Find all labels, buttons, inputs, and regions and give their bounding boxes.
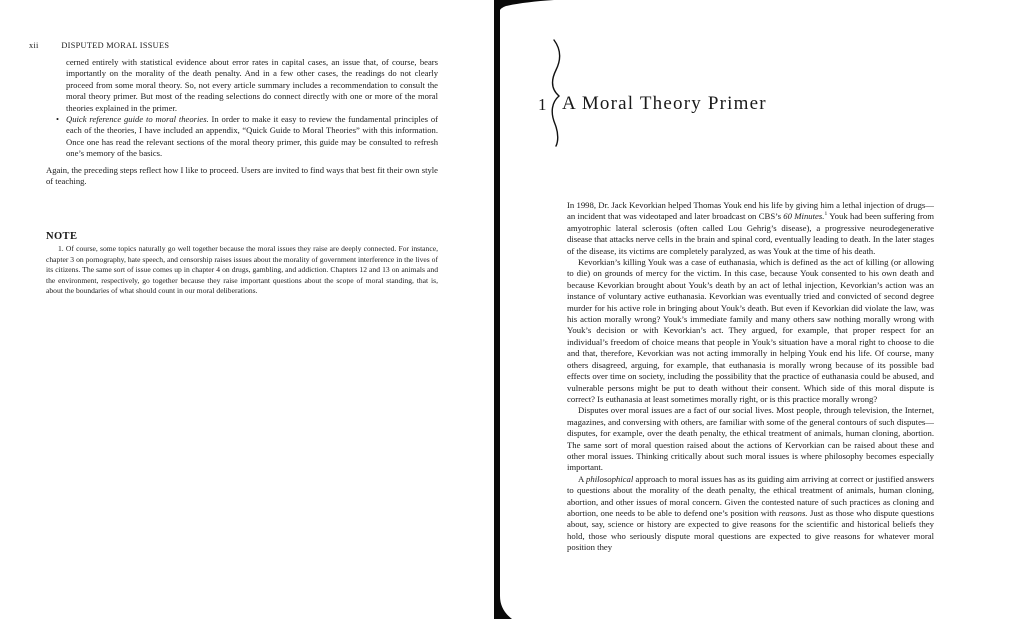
- paragraph-4: [567, 474, 934, 554]
- chapter-title: A Moral Theory Primer: [562, 93, 767, 114]
- running-head: [29, 41, 169, 50]
- note-heading: NOTE: [46, 231, 78, 242]
- paragraph-3: Disputes over moral issues are a fact of our social lives. Most people, through television, the Internet, magazines, and conversing with others, are familiar with some of the general contours of such disputes—disputes, for example, over the death penalty, the ethical treatment of animals, human cloning, abortion. The same sort of moral question raised about the actions of Kervorkian can be raised about these and other moral issues. Thinking critically about such moral issues is where philosophy becomes especially important.: [567, 405, 934, 473]
- left-body-text: [46, 57, 438, 187]
- right-body-text: [567, 200, 934, 554]
- paragraph-text: Just as those who dispute questions about, say, science or history are expected to give reasons for the scientific and historical beliefs they hold, those who seriously dispute moral questions are expected to give reasons for whatever moral position they: [567, 507, 934, 553]
- paragraph-text: Youk had been suffering from amyotrophic lateral sclerosis (often called Lou Gehrig’s disease), a progressive neurodegenerative disease that attacks nerve cells in the brain and spinal cord, eventually leading to death. In the later stages of the disease, its victims are completely paralyzed, as was Youk at the time of his death.: [567, 211, 934, 256]
- left-page: [0, 0, 494, 619]
- emphasis-reasons: reasons.: [778, 507, 808, 518]
- bullet-lead: Quick reference guide to moral theories.: [66, 114, 209, 125]
- footnote-reference[interactable]: 1: [824, 211, 828, 218]
- bullet-icon: •: [56, 114, 60, 125]
- program-title: 60 Minutes.: [783, 211, 825, 222]
- continued-paragraph: cerned entirely with statistical evidence about error rates in capital cases, an issue that, of course, bears importantly on the morality of the death penalty. And in a few other cases, the readings do not clearly proceed from some moral theory. So, not every article summary includes a recommendation to consult the moral theory primer. But most of the reading selections do connect directly with one or more of the moral theories explained in the primer.: [66, 57, 438, 113]
- bullet-item-quick-guide: [56, 114, 438, 160]
- paragraph-text: approach to moral issues has as its guiding aim arriving at correct or justified answers to questions about the morality of the death penalty, the ethical treatment of animals, human cloning, abortion, and other issues of moral concern. Given the contested nature of such practices as cloning and abortion, one needs to be able to defend one’s position with: [567, 473, 934, 518]
- chapter-number: 1: [538, 95, 547, 114]
- closing-paragraph: Again, the preceding steps reflect how I like to proceed. Users are invited to find ways that best fit their own style of teaching.: [46, 164, 438, 187]
- paragraph-2: Kevorkian’s killing Youk was a case of euthanasia, which is defined as the act of killing (or allowing to die) on grounds of mercy for the victim. In this case, because Youk consented to his own death and because Kevorkian brought about Youk’s death by an act of lethal injection, Kevorkian’s action was an instance of voluntary active euthanasia. Kevorkian was eventually tried and convicted of second degree murder for his active role in bringing about Youk’s death. But even if Kevorkian did violate the law, was his action morally wrong? Youk’s immediate family and many others saw nothing morally wrong with Youk’s decision or with Kevorkian’s act. They argued, for example, that proper respect for an individual’s freedom of choice means that people in Youk’s situation have a moral right to choose to die and that, therefore, Kevorkian was not acting immorally in helping Youk end his life. Of course, many others disagreed, arguing, for example, that euthanasia is morally wrong because of its possible bad effects over time on society, including the possibility that the practice of euthanasia could be abused, and vulnerable persons might be put to death without their consent. Which side of this moral dispute is correct? Is euthanasia at least sometimes morally right, or is this practice morally wrong?: [567, 257, 934, 404]
- paragraph-text: In 1998, Dr. Jack Kevorkian helped Thomas Youk end his life by giving him a lethal injection of drugs—an incident that was videotaped and later broadcast on CBS’s: [567, 200, 934, 222]
- note-text: 1. Of course, some topics naturally go well together because the moral issues they raise are deeply connected. For instance, chapter 3 on pornography, hate speech, and censorship raises issues about the morality of government interference in the lives of its citizens. The same sort of issue comes up in chapter 4 on drugs, gambling, and addiction. Chapters 12 and 13 on animals and the environment, respectively, go together because they raise important questions about the scope of moral standing, that is, about the boundaries of what should count in our moral deliberations.: [46, 244, 438, 295]
- note-section: [46, 231, 438, 297]
- emphasis-philosophical: philosophical: [586, 473, 634, 484]
- chapter-heading: [538, 38, 838, 150]
- page-number: xii: [29, 41, 39, 50]
- paragraph-text: A: [578, 473, 586, 484]
- paragraph-1: [567, 200, 934, 257]
- bullet-text: In order to make it easy to review the fundamental principles of each of the theories, I have included an appendix, “Quick Guide to Moral Theories” with this information. Once one has read the relevant sections of the moral theory primer, this guide may be consulted to refresh one’s memory of the basics.: [66, 114, 438, 159]
- running-head-title: DISPUTED MORAL ISSUES: [61, 41, 170, 50]
